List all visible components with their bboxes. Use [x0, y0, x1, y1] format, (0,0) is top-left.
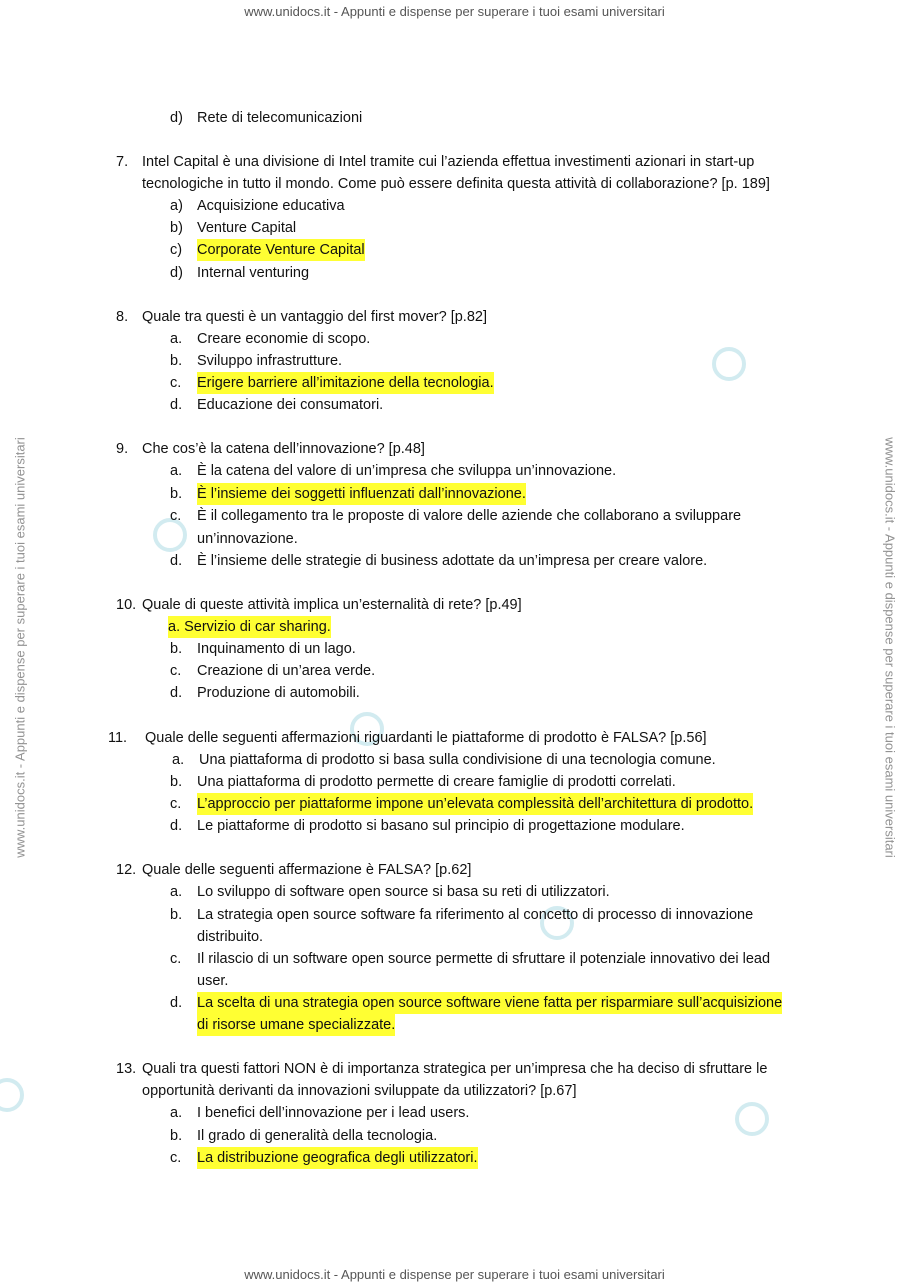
- question-text: Quali tra questi fattori NON è di importanza strategica per un’impresa che ha deciso di sfruttare le: [142, 1061, 768, 1077]
- option-mark: d.: [170, 995, 183, 1011]
- correct-answer: Erigere barriere all’imitazione della tecnologia.: [197, 372, 494, 394]
- option-mark: c.: [170, 796, 182, 812]
- option-text: Creazione di un’area verde.: [197, 663, 376, 679]
- watermark-bottom: www.unidocs.it - Appunti e dispense per superare i tuoi esami universitari: [244, 1267, 665, 1282]
- question-number: 8.: [116, 309, 129, 325]
- option-mark: d.: [170, 553, 183, 569]
- correct-answer: La distribuzione geografica degli utilizzatori.: [197, 1147, 478, 1169]
- question-text: opportunità derivanti da innovazioni sviluppate da utilizzatori? [p.67]: [142, 1083, 577, 1099]
- option-mark: b.: [170, 353, 183, 369]
- option-mark: a.: [170, 463, 183, 479]
- option-text: La strategia open source software fa riferimento al concetto di processo di innovazione: [197, 907, 754, 923]
- option-text: È la catena del valore di un’impresa che sviluppa un’innovazione.: [197, 463, 617, 479]
- option-mark: c): [170, 242, 183, 258]
- watermark-top: www.unidocs.it - Appunti e dispense per superare i tuoi esami universitari: [244, 4, 665, 19]
- option-text: Una piattaforma di prodotto si basa sulla condivisione di una tecnologia comune.: [199, 752, 716, 768]
- option-mark: c.: [170, 951, 182, 967]
- option-text: Sviluppo infrastrutture.: [197, 353, 343, 369]
- option-text: Acquisizione educativa: [197, 198, 345, 214]
- option-text: Rete di telecomunicazioni: [197, 110, 363, 126]
- question-text: Quale delle seguenti affermazione è FALSA? [p.62]: [142, 862, 472, 878]
- correct-answer: di risorse umane specializzate.: [197, 1014, 395, 1036]
- correct-answer: La scelta di una strategia open source software viene fatta per risparmiare sull’acquisizione: [197, 992, 782, 1014]
- option-mark: d.: [170, 818, 183, 834]
- option-mark: a.: [170, 331, 183, 347]
- watermark-left: www.unidocs.it - Appunti e dispense per superare i tuoi esami universitari: [12, 437, 28, 858]
- option-mark: b.: [170, 486, 183, 502]
- option-mark: c.: [170, 508, 182, 524]
- option-mark: c.: [170, 375, 182, 391]
- option-text: Il rilascio di un software open source permette di sfruttare il potenziale innovativo dei lead: [197, 951, 771, 967]
- option-mark: d.: [170, 397, 183, 413]
- option-mark: d): [170, 265, 183, 281]
- option-mark: b.: [170, 774, 183, 790]
- option-mark: c.: [170, 1150, 182, 1166]
- option-mark: a.: [172, 752, 185, 768]
- unidocs-logo-icon: [712, 347, 746, 381]
- option-mark: d.: [170, 685, 183, 701]
- option-text: I benefici dell’innovazione per i lead users.: [197, 1105, 470, 1121]
- question-number: 12.: [116, 862, 137, 878]
- question-number: 10.: [116, 597, 137, 613]
- option-mark: a): [170, 198, 183, 214]
- question-text: Che cos’è la catena dell’innovazione? [p.48]: [142, 441, 425, 457]
- option-text: distribuito.: [197, 929, 264, 945]
- option-text: È l’insieme delle strategie di business adottate da un’impresa per creare valore.: [197, 553, 708, 569]
- option-text: un’innovazione.: [197, 531, 298, 547]
- correct-answer: a. Servizio di car sharing.: [168, 616, 331, 638]
- option-text: Inquinamento di un lago.: [197, 641, 356, 657]
- option-text: È il collegamento tra le proposte di valore delle aziende che collaborano a sviluppare: [197, 508, 742, 524]
- question-text: tecnologiche in tutto il mondo. Come può essere definita questa attività di collaborazione? [p. 189]: [142, 176, 770, 192]
- correct-answer: L’approccio per piattaforme impone un’elevata complessità dell’architettura di prodotto.: [197, 793, 753, 815]
- question-text: Intel Capital è una divisione di Intel tramite cui l’azienda effettua investimenti azionari in start-up: [142, 154, 755, 170]
- question-number: 13.: [116, 1061, 137, 1077]
- question-text: Quale delle seguenti affermazioni riguardanti le piattaforme di prodotto è FALSA? [p.56]: [145, 730, 707, 746]
- question-number: 9.: [116, 441, 129, 457]
- correct-answer: Corporate Venture Capital: [197, 239, 365, 261]
- option-text: Il grado di generalità della tecnologia.: [197, 1128, 438, 1144]
- option-mark: b): [170, 220, 183, 236]
- unidocs-logo-icon: [0, 1078, 24, 1112]
- option-mark: b.: [170, 641, 183, 657]
- option-text: Lo sviluppo di software open source si basa su reti di utilizzatori.: [197, 884, 610, 900]
- question-number: 11.: [108, 730, 128, 746]
- option-text: Una piattaforma di prodotto permette di creare famiglie di prodotti correlati.: [197, 774, 676, 790]
- option-text: Le piattaforme di prodotto si basano sul principio di progettazione modulare.: [197, 818, 685, 834]
- unidocs-logo-icon: [735, 1102, 769, 1136]
- watermark-right: www.unidocs.it - Appunti e dispense per superare i tuoi esami universitari: [882, 437, 898, 858]
- option-mark: a.: [170, 884, 183, 900]
- option-mark: c.: [170, 663, 182, 679]
- option-mark: d): [170, 110, 183, 126]
- option-mark: a.: [170, 1105, 183, 1121]
- option-text: user.: [197, 973, 229, 989]
- question-text: Quale di queste attività implica un’esternalità di rete? [p.49]: [142, 597, 522, 613]
- option-text: Internal venturing: [197, 265, 310, 281]
- correct-answer: È l’insieme dei soggetti influenzati dall’innovazione.: [197, 483, 526, 505]
- option-mark: b.: [170, 1128, 183, 1144]
- question-number: 7.: [116, 154, 129, 170]
- option-text: Educazione dei consumatori.: [197, 397, 384, 413]
- option-text: Produzione di automobili.: [197, 685, 360, 701]
- option-text: Creare economie di scopo.: [197, 331, 371, 347]
- option-text: Venture Capital: [197, 220, 297, 236]
- option-mark: b.: [170, 907, 183, 923]
- question-text: Quale tra questi è un vantaggio del first mover? [p.82]: [142, 309, 487, 325]
